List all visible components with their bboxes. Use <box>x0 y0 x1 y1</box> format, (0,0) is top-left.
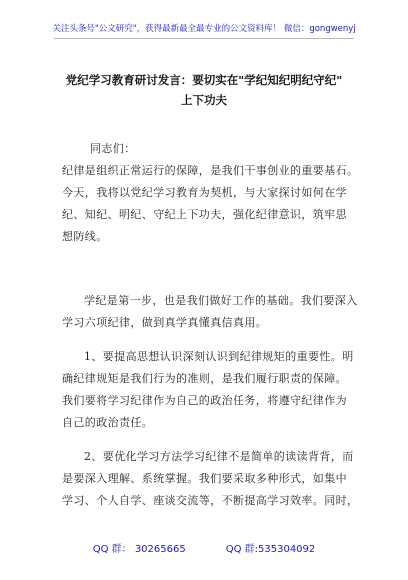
footer-contact-bar <box>0 540 408 555</box>
body-line: 2、要优化学习方法学习纪律不是简单的读读背背，而 <box>84 450 354 463</box>
body-line: 学习、个人自学、座谈交流等，不断提高学习效率。同时， <box>62 494 359 507</box>
body-line: 今天，我将以党纪学习教育为契机，与大家探讨如何在学 <box>62 186 347 199</box>
body-line: 想防线。 <box>62 230 108 243</box>
body-line: 学纪是第一步，也是我们做好工作的基础。我们要深入 <box>84 294 358 307</box>
body-line: 纪、知纪、明纪、守纪上下功夫，强化纪律意识，筑牢思 <box>62 208 347 221</box>
body-line: 学习六项纪律，做到真学真懂真信真用。 <box>62 316 268 329</box>
body-line: 1、要提高思想认识深刻认识到纪律规矩的重要性。明 <box>84 350 354 363</box>
salutation: 同志们： <box>90 142 136 155</box>
body-line: 确纪律规矩是我们行为的准则，是我们履行职责的保障。 <box>62 372 347 385</box>
document-title-line-2: 上下功夫 <box>181 93 227 107</box>
body-line: 自己的政治责任。 <box>62 416 154 429</box>
footer-qq-group-1[interactable]: QQ 群： 30265665 <box>92 544 186 555</box>
body-line: 纪律是组织正常运行的保障，是我们干事创业的重要基石。 <box>62 164 359 177</box>
header-banner[interactable]: 关注头条号"公文研究"，获得最新最全最专业的公文资料库！ 微信：gongwenyj <box>52 24 356 34</box>
header-divider <box>54 38 354 39</box>
document-title-line-1: 党纪学习教育研讨发言：要切实在"学纪知纪明纪守纪" <box>65 73 343 87</box>
body-line: 是要深入理解、系统掌握。我们要采取多种形式，如集中 <box>62 472 347 485</box>
footer-qq-group-2[interactable]: QQ 群:535304092 <box>225 544 316 555</box>
body-line: 我们要将学习纪律作为自己的政治任务，将遵守纪律作为 <box>62 394 347 407</box>
